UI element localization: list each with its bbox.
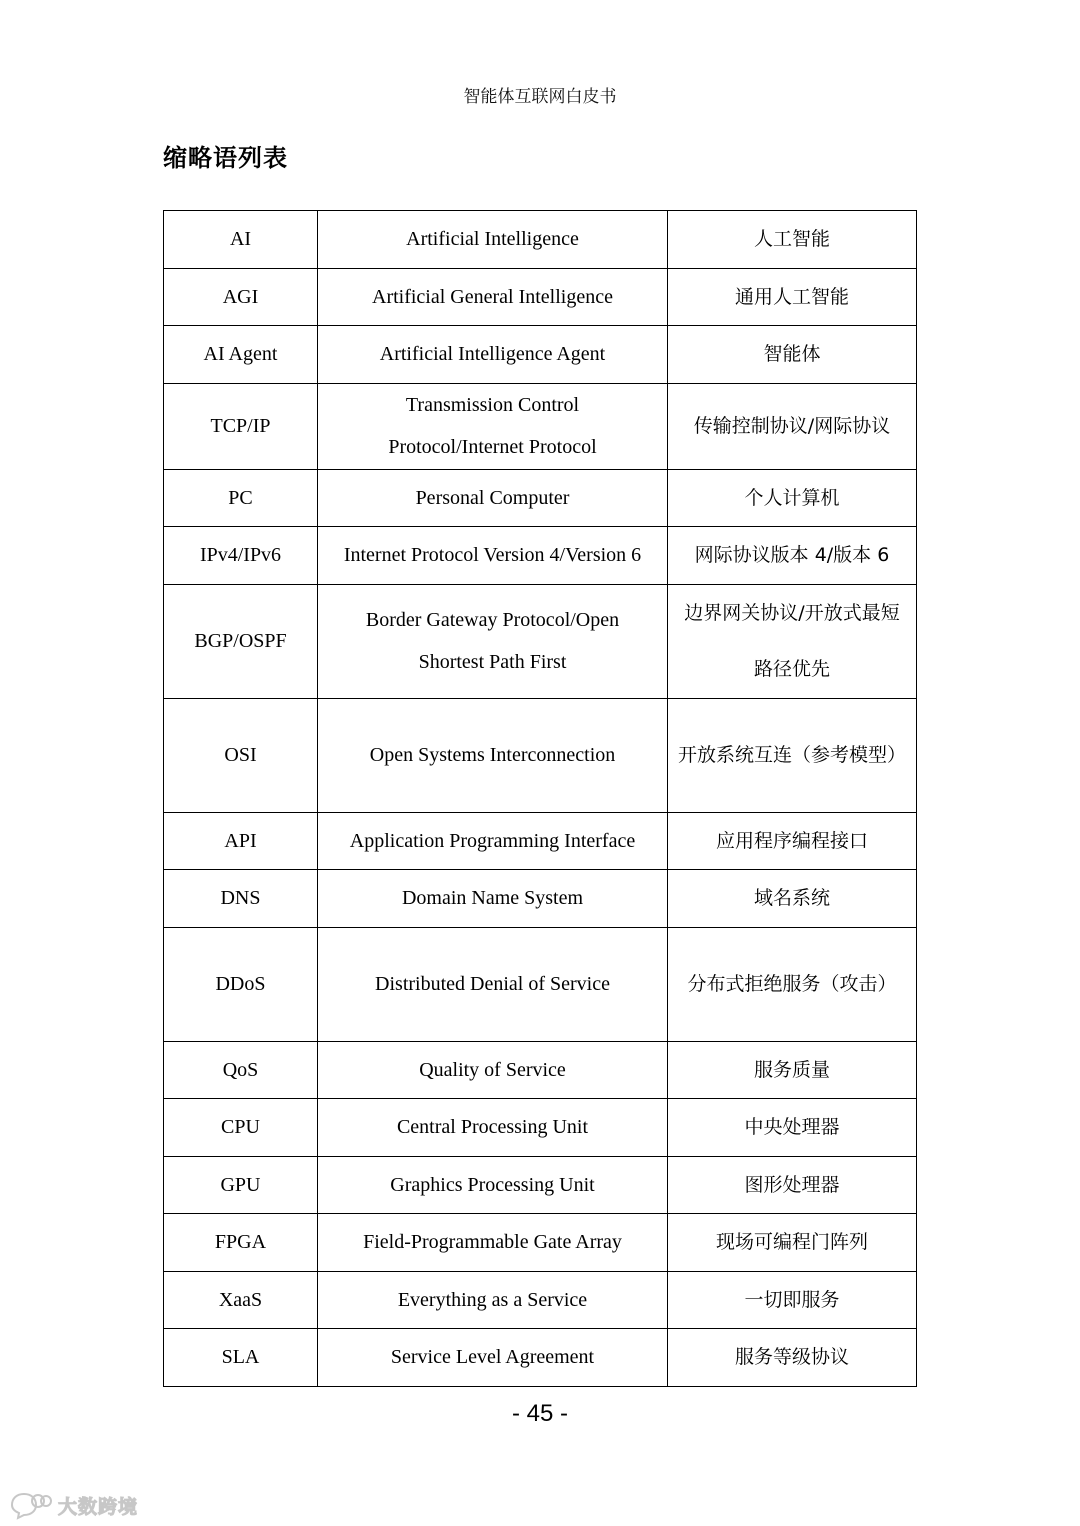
abbreviation-cell: XaaS xyxy=(164,1271,318,1329)
chinese-term-cell: 域名系统 xyxy=(668,870,917,928)
chinese-term-cell: 一切即服务 xyxy=(668,1271,917,1329)
table-row xyxy=(164,1214,917,1272)
abbreviation-cell: PC xyxy=(164,469,318,527)
abbreviation-cell: FPGA xyxy=(164,1214,318,1272)
abbreviation-cell: DNS xyxy=(164,870,318,928)
chinese-term-cell: 现场可编程门阵列 xyxy=(668,1214,917,1272)
table-row xyxy=(164,870,917,928)
chinese-term-cell: 智能体 xyxy=(668,326,917,384)
english-term-cell: Central Processing Unit xyxy=(318,1099,668,1157)
english-term-cell: Domain Name System xyxy=(318,870,668,928)
abbreviation-cell: SLA xyxy=(164,1329,318,1387)
english-term-cell: Graphics Processing Unit xyxy=(318,1156,668,1214)
chinese-term-cell: 人工智能 xyxy=(668,211,917,269)
table-row xyxy=(164,268,917,326)
english-term-cell: Artificial General Intelligence xyxy=(318,268,668,326)
table-row xyxy=(164,698,917,812)
chinese-term-cell: 图形处理器 xyxy=(668,1156,917,1214)
table-row xyxy=(164,527,917,585)
table-row xyxy=(164,812,917,870)
table-row xyxy=(164,927,917,1041)
chinese-term-cell: 应用程序编程接口 xyxy=(668,812,917,870)
abbreviation-cell: AGI xyxy=(164,268,318,326)
chinese-term-cell: 网际协议版本 4/版本 6 xyxy=(668,527,917,585)
watermark xyxy=(8,1488,138,1522)
abbreviation-cell: QoS xyxy=(164,1041,318,1099)
table-row xyxy=(164,383,917,469)
abbreviation-cell: IPv4/IPv6 xyxy=(164,527,318,585)
table-row xyxy=(164,326,917,384)
english-term-cell: Application Programming Interface xyxy=(318,812,668,870)
table-row xyxy=(164,469,917,527)
abbreviation-cell: TCP/IP xyxy=(164,383,318,469)
chinese-term-cell: 通用人工智能 xyxy=(668,268,917,326)
abbreviation-cell: BGP/OSPF xyxy=(164,584,318,698)
english-term-cell: Distributed Denial of Service xyxy=(318,927,668,1041)
abbreviation-cell: AI xyxy=(164,211,318,269)
page-number: - 45 - xyxy=(511,1400,568,1427)
abbreviation-cell: CPU xyxy=(164,1099,318,1157)
english-term-cell: Everything as a Service xyxy=(318,1271,668,1329)
abbreviation-cell: DDoS xyxy=(164,927,318,1041)
table-row xyxy=(164,1041,917,1099)
chinese-term-cell: 服务质量 xyxy=(668,1041,917,1099)
english-term-cell: Artificial Intelligence Agent xyxy=(318,326,668,384)
watermark-text: 大数跨境 xyxy=(58,1495,139,1518)
chinese-term-cell: 传输控制协议/网际协议 xyxy=(668,383,917,469)
english-term-cell: Quality of Service xyxy=(318,1041,668,1099)
chinese-term-cell: 个人计算机 xyxy=(668,469,917,527)
english-term-cell: Field-Programmable Gate Array xyxy=(318,1214,668,1272)
english-term-cell: Internet Protocol Version 4/Version 6 xyxy=(318,527,668,585)
running-header: 智能体互联网白皮书 xyxy=(463,87,617,107)
abbreviation-cell: GPU xyxy=(164,1156,318,1214)
english-term-cell: Open Systems Interconnection xyxy=(318,698,668,812)
chinese-term-cell: 边界网关协议/开放式最短路径优先 xyxy=(668,584,917,698)
chinese-term-cell: 开放系统互连（参考模型） xyxy=(668,698,917,812)
abbreviation-cell: OSI xyxy=(164,698,318,812)
table-row xyxy=(164,584,917,698)
chinese-term-cell: 分布式拒绝服务（攻击） xyxy=(668,927,917,1041)
abbreviation-cell: API xyxy=(164,812,318,870)
section-title: 缩略语列表 xyxy=(163,144,288,172)
english-term-cell: Artificial Intelligence xyxy=(318,211,668,269)
abbreviation-table xyxy=(163,210,917,1387)
table-row xyxy=(164,1329,917,1387)
abbreviation-cell: AI Agent xyxy=(164,326,318,384)
english-term-cell: Transmission Control Protocol/Internet Protocol xyxy=(318,383,668,469)
table-row xyxy=(164,211,917,269)
chat-bubble-logo-icon xyxy=(8,1490,52,1520)
chinese-term-cell: 中央处理器 xyxy=(668,1099,917,1157)
table-row xyxy=(164,1156,917,1214)
english-term-cell: Border Gateway Protocol/Open Shortest Path First xyxy=(318,584,668,698)
english-term-cell: Service Level Agreement xyxy=(318,1329,668,1387)
chinese-term-cell: 服务等级协议 xyxy=(668,1329,917,1387)
table-row xyxy=(164,1099,917,1157)
english-term-cell: Personal Computer xyxy=(318,469,668,527)
table-row xyxy=(164,1271,917,1329)
